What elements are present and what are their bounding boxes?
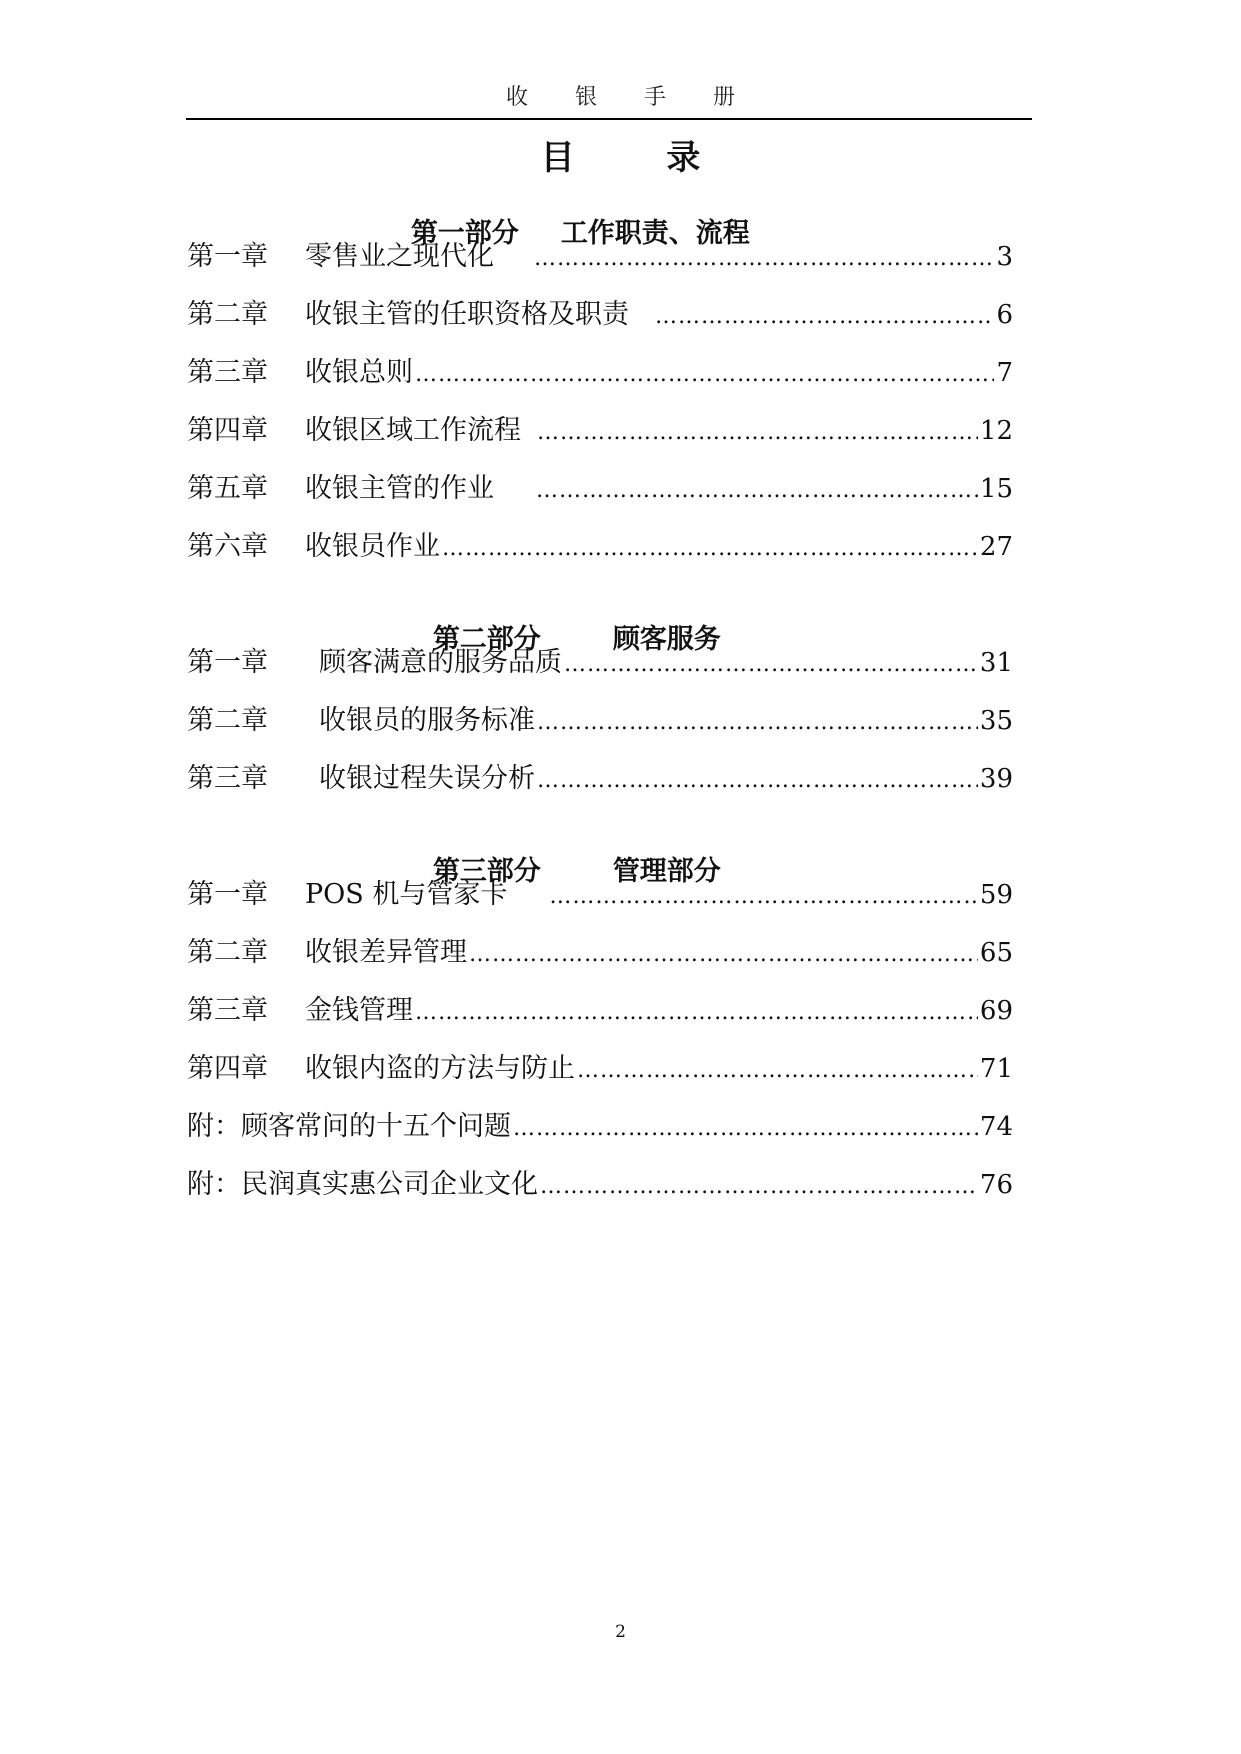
toc-appendix-entry[interactable] <box>187 1162 1013 1202</box>
page-ref: 12 <box>979 416 1013 446</box>
page-ref: 59 <box>979 880 1013 910</box>
chapter-number: 第三章 <box>187 357 268 388</box>
chapter-title: 顾客满意的服务品质 <box>319 647 562 678</box>
toc-entry[interactable] <box>187 524 1013 564</box>
chapter-title: 收银主管的作业 <box>305 473 494 504</box>
chapter-number: 第三章 <box>187 763 268 794</box>
part-name: 管理部分 <box>612 856 721 887</box>
chapter-title: 收银主管的任职资格及职责 <box>305 299 629 330</box>
part-name: 工作职责、流程 <box>560 218 750 249</box>
chapter-title: 收银员的服务标准 <box>319 705 535 736</box>
page-ref: 39 <box>979 764 1013 794</box>
dot-leader <box>415 1000 978 1025</box>
part-label: 第二部分 <box>432 624 541 655</box>
dot-leader <box>537 710 978 735</box>
dot-leader <box>540 1174 978 1199</box>
part-label: 第一部分 <box>410 218 519 249</box>
chapter-number: 第二章 <box>187 299 268 330</box>
appendix-title: 民润真实惠公司企业文化 <box>241 1169 538 1200</box>
chapter-number: 第四章 <box>187 1053 268 1084</box>
toc-entry[interactable] <box>187 234 1013 274</box>
header-title: 收 银 手 册 <box>506 85 755 110</box>
toc-appendix-entry[interactable] <box>187 1104 1013 1144</box>
header-divider <box>186 118 1032 120</box>
dot-leader <box>549 884 978 909</box>
chapter-number: 第一章 <box>187 879 268 910</box>
page-ref: 35 <box>979 706 1013 736</box>
chapter-number: 第一章 <box>187 241 268 272</box>
dot-leader <box>655 304 994 329</box>
page-ref: 31 <box>979 648 1013 678</box>
toc-entry[interactable] <box>187 988 1013 1028</box>
dot-leader <box>577 1058 978 1083</box>
dot-leader <box>442 536 978 561</box>
page-ref: 3 <box>996 242 1013 272</box>
part-name: 顾客服务 <box>612 624 721 655</box>
page-ref: 76 <box>979 1170 1013 1200</box>
toc-entry[interactable] <box>187 466 1013 506</box>
toc-entry[interactable] <box>187 930 1013 970</box>
chapter-title: 收银总则 <box>305 357 413 388</box>
chapter-number: 第三章 <box>187 995 268 1026</box>
dot-leader <box>537 768 978 793</box>
dot-leader <box>536 478 978 503</box>
dot-leader <box>469 942 978 967</box>
chapter-number: 第一章 <box>187 647 268 678</box>
page-ref: 7 <box>996 358 1013 388</box>
dot-leader <box>534 246 994 271</box>
chapter-title: 零售业之现代化 <box>305 241 494 272</box>
toc-entry[interactable] <box>187 292 1013 332</box>
dot-leader <box>415 362 994 387</box>
chapter-title: 收银过程失误分析 <box>319 763 535 794</box>
chapter-title: POS 机与管家卡 <box>305 879 508 910</box>
toc-entry[interactable] <box>187 698 1013 738</box>
page-ref: 15 <box>979 474 1013 504</box>
toc-entry[interactable] <box>187 1046 1013 1086</box>
page-ref: 65 <box>979 938 1013 968</box>
chapter-number: 第二章 <box>187 705 268 736</box>
page-number: 2 <box>615 1622 626 1642</box>
appendix-label: 附： <box>187 1111 241 1142</box>
chapter-number: 第六章 <box>187 531 268 562</box>
appendix-label: 附： <box>187 1169 241 1200</box>
part-label: 第三部分 <box>432 856 541 887</box>
chapter-number: 第二章 <box>187 937 268 968</box>
page-ref: 74 <box>979 1112 1013 1142</box>
dot-leader <box>513 1116 978 1141</box>
page-ref: 69 <box>979 996 1013 1026</box>
chapter-number: 第五章 <box>187 473 268 504</box>
toc-entry[interactable] <box>187 350 1013 390</box>
chapter-title: 收银差异管理 <box>305 937 467 968</box>
toc-entry[interactable] <box>187 408 1013 448</box>
chapter-title: 收银员作业 <box>305 531 440 562</box>
dot-leader <box>564 652 978 677</box>
toc-entry[interactable] <box>187 756 1013 796</box>
toc-entry[interactable] <box>187 872 1013 912</box>
page-ref: 71 <box>979 1054 1013 1084</box>
toc-entry[interactable] <box>187 640 1013 680</box>
chapter-title: 金钱管理 <box>305 995 413 1026</box>
page-ref: 6 <box>996 300 1013 330</box>
chapter-title: 收银内盗的方法与防止 <box>305 1053 575 1084</box>
page-ref: 27 <box>979 532 1013 562</box>
toc-title: 目 录 <box>540 138 741 178</box>
dot-leader <box>537 420 978 445</box>
chapter-title: 收银区域工作流程 <box>305 415 521 446</box>
chapter-number: 第四章 <box>187 415 268 446</box>
appendix-title: 顾客常问的十五个问题 <box>241 1111 511 1142</box>
